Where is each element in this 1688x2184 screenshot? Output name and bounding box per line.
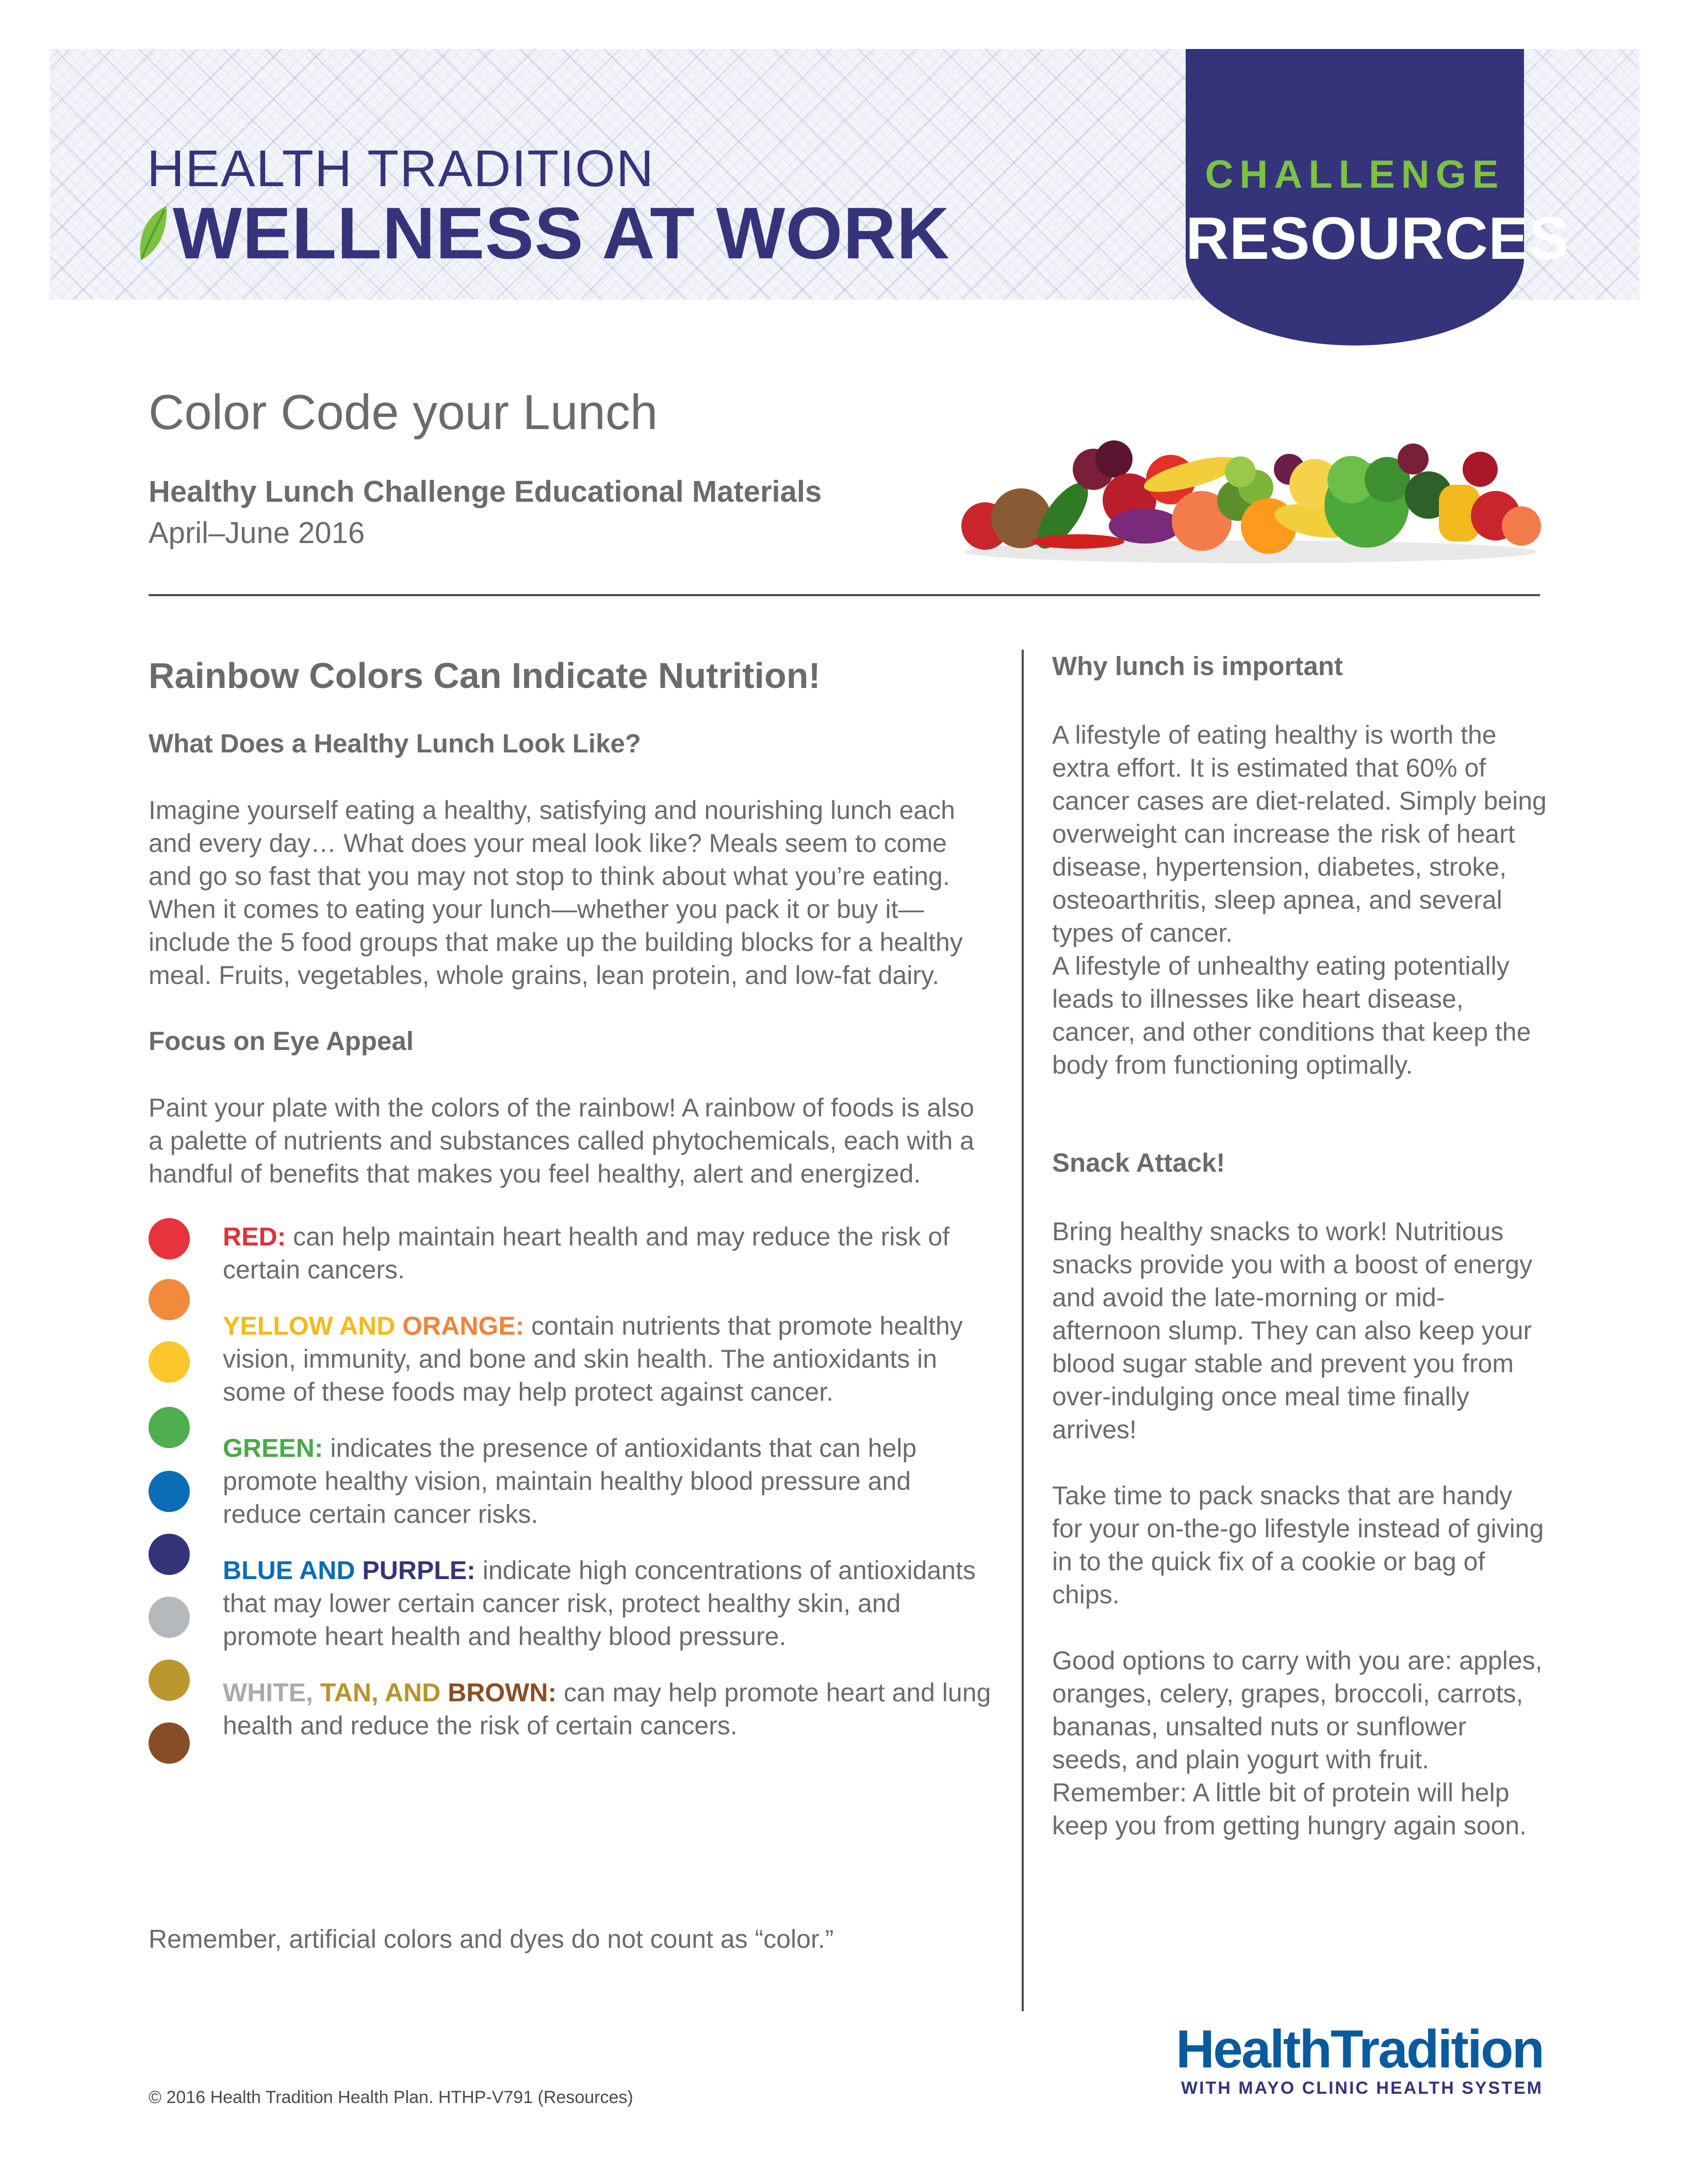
column-divider (1022, 650, 1024, 2011)
label-white: WHITE, (223, 1678, 320, 1707)
bullet-blue-purple (149, 1554, 994, 1653)
challenge-resources-badge (1186, 49, 1569, 346)
red-dot (149, 1218, 190, 1259)
label-blue: BLUE AND (223, 1556, 363, 1585)
brand-line-1: HEALTH TRADITION (147, 140, 654, 198)
page-date: April–June 2016 (149, 516, 365, 550)
copyright-notice: © 2016 Health Tradition Health Plan. HTHP-V791 (Resources) (149, 2088, 633, 2107)
paragraph-unhealthy-eating: A lifestyle of unhealthy eating potentially leads to illnesses like heart disease, cancer, and other conditions that keep the body from functioning optimally. (1052, 951, 1531, 1079)
label-orange: ORANGE: (402, 1311, 525, 1340)
paragraph-snacks: Bring healthy snacks to work! Nutritious snacks provide you with a boost of energy and avoid the late-morning or mid-afternoon slump. They can also keep your blood sugar stable and prevent you from over-indulging once meal time finally arrives! (1052, 1217, 1533, 1444)
tan-dot (149, 1660, 190, 1701)
label-brown: BROWN: (448, 1678, 557, 1707)
orange-dot (149, 1279, 190, 1320)
blue-dot (149, 1471, 190, 1512)
paragraph-why-lunch: A lifestyle of eating healthy is worth the extra effort. It is estimated that 60% of cancer cases are diet-related. Simply being overweight can increase the risk of heart disease, hypertension, diabetes, stroke, osteoarthritis, sleep apnea, and several types of cancer. (1052, 720, 1547, 947)
logo-name: HealthTradition (1176, 2019, 1543, 2079)
label-yellow: YELLOW AND (223, 1311, 403, 1340)
right-column (1052, 651, 1547, 1842)
badge-resources: RESOURCES (1186, 205, 1569, 272)
label-purple: PURPLE: (362, 1556, 476, 1585)
label-tan: TAN, AND (320, 1678, 448, 1707)
header-divider (149, 594, 1540, 596)
health-tradition-logo (1167, 2019, 1543, 2098)
bullet-yellow-orange (149, 1309, 994, 1408)
text-yellow-orange: contain nutrients that promote healthy vision, immunity, and bone and skin health. The antioxidants in some of these foods may help protect against cancer. (223, 1311, 963, 1406)
paragraph-pack-snacks: Take time to pack snacks that are handy for your on-the-go lifestyle instead of giving in to the quick fix of a cookie or bag of chips. (1052, 1481, 1544, 1609)
page-title: Color Code your Lunch (149, 385, 658, 440)
subheading-snack-attack: Snack Attack! (1052, 1148, 1225, 1177)
purple-dot (149, 1534, 190, 1575)
brown-dot (149, 1722, 190, 1764)
logo-tagline: WITH MAYO CLINIC HEALTH SYSTEM (1181, 2078, 1543, 2098)
label-red: RED: (223, 1222, 286, 1251)
left-column (149, 655, 994, 1742)
bullet-red (149, 1220, 994, 1286)
page-subtitle: Healthy Lunch Challenge Educational Materials (149, 475, 822, 508)
text-white-tan-brown: can may help promote heart and lung health and reduce the risk of certain cancers. (223, 1678, 991, 1740)
remember-note: Remember, artificial colors and dyes do not count as “color.” (149, 1925, 834, 1953)
section-heading-rainbow: Rainbow Colors Can Indicate Nutrition! (149, 655, 821, 696)
green-dot (149, 1407, 190, 1448)
paragraph-good-options: Good options to carry with you are: apples, oranges, celery, grapes, broccoli, carrots, bananas, unsalted nuts or sunflower seeds, and plain yogurt with fruit. Remember: A little bit of protein will help keep you from getting hungry again soon. (1052, 1646, 1543, 1840)
paragraph-eye-appeal: Paint your plate with the colors of the rainbow! A rainbow of foods is also a palette of nutrients and substances called phytochemicals, each with a handful of benefits that makes you feel healthy, alert and energized. (149, 1093, 974, 1188)
bullet-green (149, 1432, 994, 1531)
leaf-icon (137, 203, 170, 265)
subheading-eye-appeal: Focus on Eye Appeal (149, 1026, 414, 1056)
produce-illustration (959, 423, 1542, 567)
brand-line-2-wrap (137, 192, 950, 274)
paragraph-healthy-lunch: Imagine yourself eating a healthy, satisfying and nourishing lunch each and every day… What does your meal look like? Meals seem to come and go so fast that you may not stop to think about what you’re eating. When it comes to eating your lunch—whether you pack it or buy it— include the 5 food groups that make up the building blocks for a healthy meal. Fruits, vegetables, whole grains, lean protein, and low-fat dairy. (149, 796, 963, 990)
text-green: indicates the presence of antioxidants that can help promote healthy vision, maintain healthy blood pressure and reduce certain cancer risks. (223, 1434, 917, 1529)
text-blue-purple: indicate high concentrations of antioxidants that may lower certain cancer risk, protect healthy skin, and promote heart health and healthy blood pressure. (223, 1556, 976, 1651)
brand-wellness-at-work: WELLNESS AT WORK (173, 192, 950, 274)
badge-challenge: CHALLENGE (1205, 153, 1505, 196)
subheading-healthy-lunch: What Does a Healthy Lunch Look Like? (149, 729, 641, 758)
subheading-why-lunch: Why lunch is important (1052, 651, 1343, 681)
yellow-dot (149, 1341, 190, 1383)
bullet-white-tan-brown (149, 1676, 994, 1742)
color-bullets (149, 1220, 994, 1742)
label-green: GREEN: (223, 1434, 323, 1463)
gray-dot (149, 1597, 190, 1638)
text-red: can help maintain heart health and may reduce the risk of certain cancers. (223, 1222, 950, 1284)
